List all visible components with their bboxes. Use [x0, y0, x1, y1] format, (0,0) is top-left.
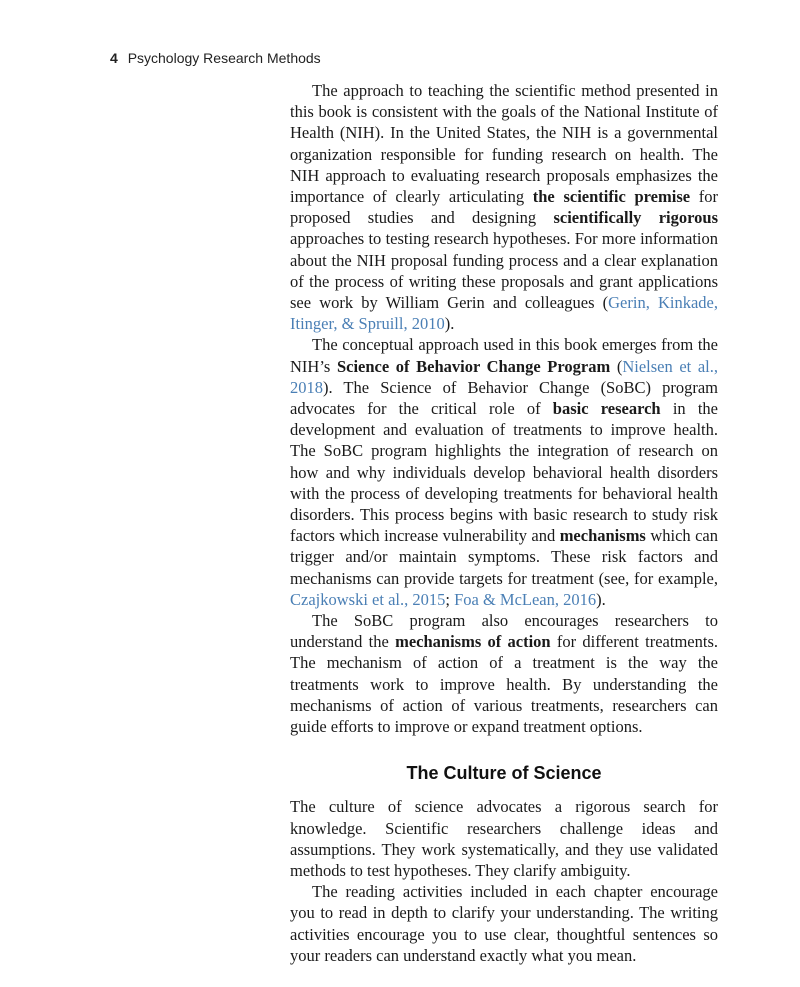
paragraph-sobc — [290, 334, 718, 610]
text: The approach to teaching the scientific method presented in this book is consistent with the goals of the National Institute of Health (NIH). In the United States, the NIH is a governmental organization responsible for funding research on health. The NIH approach to evaluating research proposals emphasizes the importance of clearly articulating — [290, 81, 718, 207]
paragraph-mechanisms — [290, 610, 718, 737]
citation-link[interactable]: Nielsen et al., 2018 — [290, 356, 719, 397]
text: The conceptual approach used in this book emerges from the NIH’s — [290, 335, 718, 376]
bold-term: mechanisms — [559, 526, 646, 546]
bold-term: Science of Behavior Change Program — [336, 356, 611, 376]
text: for different treatments. The mechanism of action of a treatment is the way the treatments work to improve health. By understanding the mechanisms of action of various treatments, researchers can guide efforts to improve or expand treatment options. — [290, 632, 719, 737]
running-head — [110, 50, 321, 66]
citation-link[interactable]: Foa & McLean, 2016 — [454, 589, 597, 609]
bold-term: the scientific premise — [532, 187, 691, 207]
text: The SoBC program also encourages researchers to understand the — [290, 611, 718, 652]
page-number: 4 — [110, 50, 118, 66]
paragraph-nih — [290, 80, 718, 334]
text: ). The Science of Behavior Change (SoBC) program advocates for the critical role of — [290, 377, 718, 419]
bold-term: basic research — [552, 399, 661, 419]
book-title: Psychology Research Methods — [127, 50, 321, 66]
section-heading: The Culture of Science — [406, 763, 602, 784]
text: ). — [596, 589, 606, 609]
paragraph-culture: The culture of science advocates a rigorous search for knowledge. Scientific researchers challenge ideas and assumptions. They work systematically, and they use validated methods to test hypotheses. They clarify ambiguity. — [290, 797, 718, 880]
citation-link[interactable]: Gerin, Kinkade, Itinger, & Spruill, 2010 — [290, 293, 719, 334]
text: which can trigger and/or maintain symptoms. These risk factors and mechanisms can provide targets for treatment (see, for example, — [290, 526, 718, 588]
bold-term: scientifically rigorous — [553, 208, 718, 228]
text: in the development and evaluation of treatments to improve health. The SoBC program highlights the integration of research on how and why individuals develop behavioral health disorders with the process of developing treatments for behavioral health disorders. This process begins with basic research to study risk factors which increase vulnerability and — [290, 399, 718, 546]
text: approaches to testing research hypotheses. For more information about the NIH proposal funding process and a clear explanation of the process of writing these proposals and grant applications see work by William Gerin and colleagues ( — [290, 229, 718, 313]
paragraph-activities: The reading activities included in each chapter encourage you to read in depth to clarify your understanding. The writing activities encourage you to use clear, thoughtful sentences so your readers can understand exactly what you mean. — [290, 882, 718, 965]
text: ( — [610, 356, 623, 376]
text: for proposed studies and designing — [290, 187, 718, 228]
text: ; — [445, 589, 455, 609]
bold-term: mechanisms of action — [395, 632, 551, 652]
citation-link[interactable]: Czajkowski et al., 2015 — [290, 589, 446, 609]
text: ). — [444, 314, 455, 334]
body-column — [290, 80, 718, 966]
